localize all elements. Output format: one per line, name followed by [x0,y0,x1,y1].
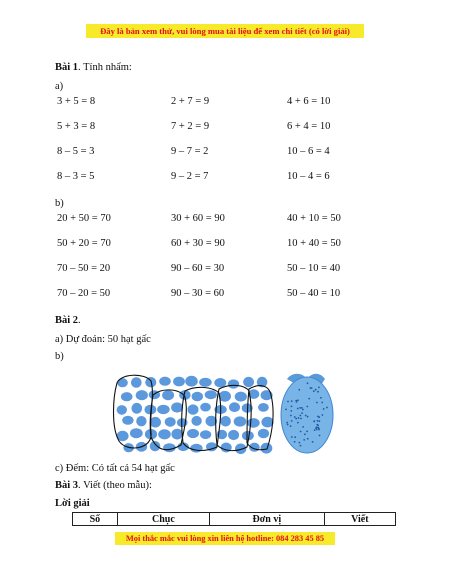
seed-icon [190,444,202,453]
bai2-title: Bài 2 [55,315,79,326]
texture-dot [287,424,289,426]
seed-icon [159,377,171,386]
texture-dot [297,408,299,410]
texture-dot [305,415,307,417]
texture-dot [302,409,304,411]
seed-icon [136,390,148,400]
seed-icon [122,416,133,425]
texture-dot [313,420,315,422]
preview-banner: Đây là bản xem thử, vui lòng mua tài liệu để xem chi tiết (có lời giải) [86,24,364,38]
seed-icon [131,377,142,388]
gac-seeds-illustration [107,367,339,455]
seed-icon [121,392,133,401]
texture-dot [285,409,287,411]
bai2-heading [55,314,81,327]
header-viet: Viết [324,513,395,526]
seed-icon [171,402,183,412]
seed-icon [220,416,231,427]
equation: 10 + 40 = 50 [287,238,341,249]
texture-dot [291,420,293,422]
equation: 10 – 4 = 6 [287,171,330,182]
texture-dot [319,420,321,422]
texture-dot [310,387,312,389]
header-chuc: Chục [117,513,209,526]
seed-icon [258,403,269,412]
seed-icon [188,404,199,414]
texture-dot [320,397,322,399]
texture-dot [318,387,320,389]
texture-dot [307,416,309,418]
seed-icon [192,392,203,402]
equation: 8 – 5 = 3 [57,146,95,157]
bai2-part-a: a) Dự đoán: 50 hạt gấc [55,334,151,345]
seed-icon [205,390,217,399]
seed-icon [157,405,170,414]
texture-dot [317,420,319,422]
seed-icon [132,403,143,414]
texture-dot [299,442,301,444]
seed-icon [235,444,246,455]
seed-icon [242,431,254,441]
texture-dot [306,406,308,408]
texture-dot [294,441,296,443]
texture-dot [317,425,319,427]
seed-icon [150,441,161,451]
seed-icon [136,416,146,426]
texture-dot [291,406,293,408]
texture-dot [319,435,321,437]
texture-dot [298,417,300,419]
texture-dot [321,402,323,404]
texture-dot [317,391,319,393]
table-header-row [73,513,396,526]
texture-dot [317,416,319,418]
seed-icon [261,443,273,454]
texture-dot [300,418,302,420]
texture-dot [307,438,309,440]
seed-icon [185,376,198,387]
bai3-title: Bài 3 [55,480,79,491]
texture-dot [291,436,293,438]
seed-icon [247,418,260,428]
seed-icon [117,405,127,415]
seed-icon [261,417,273,428]
seed-icon [229,402,240,412]
equation: 4 + 6 = 10 [287,96,331,107]
texture-dot [301,412,303,414]
texture-dot [312,441,314,443]
equation: 60 + 30 = 90 [171,238,225,249]
texture-dot [315,389,317,391]
texture-dot [303,439,305,441]
texture-dot [302,426,304,428]
texture-dot [316,426,318,428]
texture-dot [314,429,316,431]
seed-icon [234,416,247,426]
equation: 50 – 10 = 40 [287,263,341,274]
bai2-part-b-label: b) [55,351,64,362]
texture-dot [313,390,315,392]
texture-dot [298,389,300,391]
seed-icon [150,417,161,428]
equation: 8 – 3 = 5 [57,171,95,182]
equation: 50 – 40 = 10 [287,288,341,299]
seed-icon [235,392,247,402]
hotline-footer: Mọi thắc mắc vui lòng xin liên hệ hotline: 084 283 45 85 [115,532,335,545]
seed-icon [228,430,239,440]
bai3-instruction: . Viết (theo mẫu): [78,480,152,491]
seed-icon [173,377,185,387]
seed-icon [171,429,183,440]
seed-icon [214,378,226,387]
texture-dot [323,408,325,410]
texture-dot [287,401,289,403]
seed-icon [162,390,174,400]
seed-icon [200,403,211,412]
seed-icon [228,379,239,388]
bai1-part-a-label: a) [55,81,64,92]
texture-dot [326,407,328,409]
texture-dot [294,416,296,418]
equation: 3 + 5 = 8 [57,96,96,107]
seed-icon [258,429,269,439]
seed-icon [165,417,176,427]
texture-dot [316,402,318,404]
equation: 20 + 50 = 70 [57,213,111,224]
texture-dot [286,422,288,424]
texture-dot [307,382,309,384]
bai1-part-b-label: b) [55,198,64,209]
texture-dot [290,415,292,417]
texture-dot [322,414,324,416]
header-so: Số [73,513,118,526]
bai2-title-rest: . [78,315,81,326]
equation: 9 – 7 = 2 [171,146,209,157]
seed-icon [187,429,199,438]
equation: 50 + 20 = 70 [57,238,111,249]
texture-dot [304,433,306,435]
bai1-title: Bài 1 [55,62,79,73]
seed-icon [191,416,201,426]
bai2-part-c: c) Đếm: Có tất cả 54 hạt gấc [55,463,175,474]
header-don-vi: Đơn vị [209,513,324,526]
equation: 5 + 3 = 8 [57,121,96,132]
equation: 30 + 60 = 90 [171,213,225,224]
texture-dot [294,436,296,438]
equation: 70 – 50 = 20 [57,263,111,274]
texture-dot [290,425,292,427]
seed-icon [200,430,211,439]
texture-dot [308,398,310,400]
equation: 90 – 30 = 60 [171,288,225,299]
texture-dot [300,431,302,433]
texture-dot [295,400,297,402]
texture-dot [297,422,299,424]
texture-dot [290,410,292,412]
seed-icon [130,428,143,438]
texture-dot [318,428,320,430]
bai1-heading [55,61,132,74]
seed-icon [243,377,254,387]
loi-giai-heading: Lời giải [55,498,90,509]
bai1-instruction: . Tính nhẩm: [78,62,132,73]
seed-icon [199,378,212,387]
answer-table [72,512,396,526]
equation: 6 + 4 = 10 [287,121,331,132]
equation: 70 – 20 = 50 [57,288,111,299]
equation: 90 – 60 = 30 [171,263,225,274]
texture-dot [291,400,293,402]
equation: 7 + 2 = 9 [171,121,210,132]
seed-icon [158,429,171,439]
texture-dot [299,407,301,409]
equation: 9 – 2 = 7 [171,171,209,182]
texture-dot [295,418,297,420]
gac-fruit-icon [281,374,333,453]
equation: 10 – 6 = 4 [287,146,330,157]
texture-dot [301,407,303,409]
texture-dot [306,430,308,432]
equation: 2 + 7 = 9 [171,96,210,107]
texture-dot [299,415,301,417]
texture-dot [300,445,302,447]
texture-dot [297,399,299,401]
seed-icon [163,443,176,452]
equation: 40 + 10 = 50 [287,213,341,224]
bai3-heading [55,479,152,492]
